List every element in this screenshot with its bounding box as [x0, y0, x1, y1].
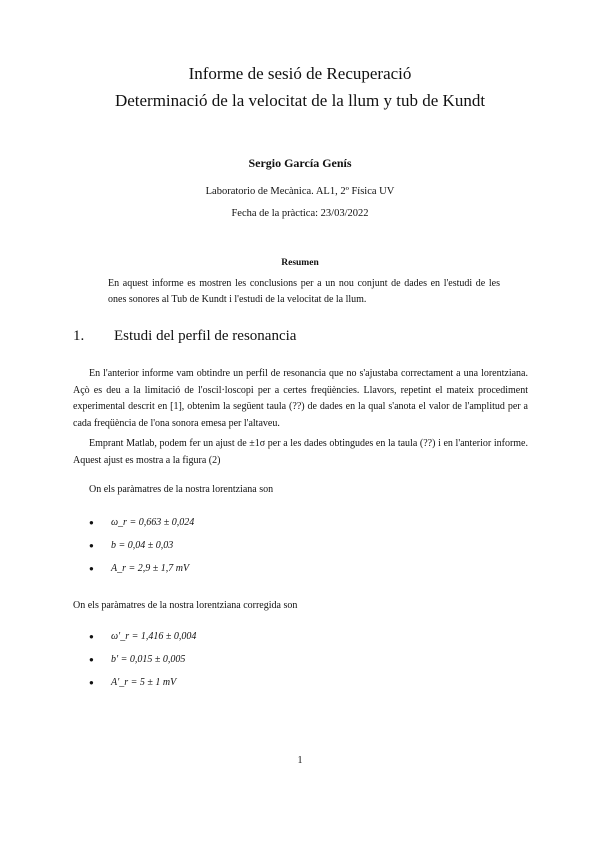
- practice-date: Fecha de la pràctica: 23/03/2022: [231, 208, 369, 219]
- bullet-icon: ●: [89, 678, 94, 687]
- bullet-icon: ●: [89, 518, 94, 527]
- affiliation: Laboratorio de Mecànica. AL1, 2º Física UV: [205, 186, 395, 197]
- title-line-1: Informe de sesió de Recuperació: [188, 64, 412, 83]
- bullet-icon: ●: [89, 541, 94, 550]
- list-item: ● b = 0,04 ± 0,03: [73, 534, 194, 557]
- bullet-icon: ●: [89, 655, 94, 664]
- abstract-text: En aquest informe es mostren les conclusions per a un nou conjunt de dades en l'estudi de les ones sonores al Tub de Kundt i l'estudi de la velocitat de la llum.: [108, 278, 500, 305]
- section-heading: [73, 328, 296, 345]
- paragraph-4: On els paràmatres de la nostra lorentziana corregida son: [73, 600, 298, 611]
- section-number: 1.: [73, 328, 85, 344]
- list-item: ● ω_r = 0,663 ± 0,024: [73, 511, 194, 534]
- paragraph-3: On els paràmatres de la nostra lorentziana son: [89, 484, 274, 495]
- title-line-2: Determinació de la velocitat de la llum y tub de Kundt: [114, 91, 486, 110]
- section-title: Estudi del perfil de resonancia: [114, 328, 297, 344]
- paragraph-2: Emprant Matlab, podem fer un ajust de ±1σ per a les dades obtingudes en la taula (??) i en l'anterior informe. Aquest ajust es mostra a la figura (2): [73, 438, 528, 466]
- paragraph-1: En l'anterior informe vam obtindre un perfil de resonancia que no s'ajustaba correctament a una lorentziana. Açò es deu a la limitació de l'oscil·loscopi per a certes freqüències. Llavors, repetint el mateix procediment experimental descrit en [1], obtenim la següent taula (??) de dades en la qual s'anota el valor de l'amplitud per a cada freqüència de l'ona sonora emesa per l'altaveu.: [73, 368, 528, 429]
- bullet-icon: ●: [89, 564, 94, 573]
- list-item: ● ω'_r = 1,416 ± 0,004: [73, 625, 196, 648]
- parameter-list-2: [73, 625, 196, 694]
- bullet-icon: ●: [89, 632, 94, 641]
- list-item: ● b' = 0,015 ± 0,005: [73, 648, 196, 671]
- list-item: ● A_r = 2,9 ± 1,7 mV: [73, 557, 194, 580]
- abstract-heading: Resumen: [281, 258, 319, 268]
- list-item: ● A'_r = 5 ± 1 mV: [73, 671, 196, 694]
- author: Sergio García Genís: [248, 156, 352, 170]
- page-number: 1: [297, 755, 303, 766]
- parameter-list-1: [73, 511, 194, 580]
